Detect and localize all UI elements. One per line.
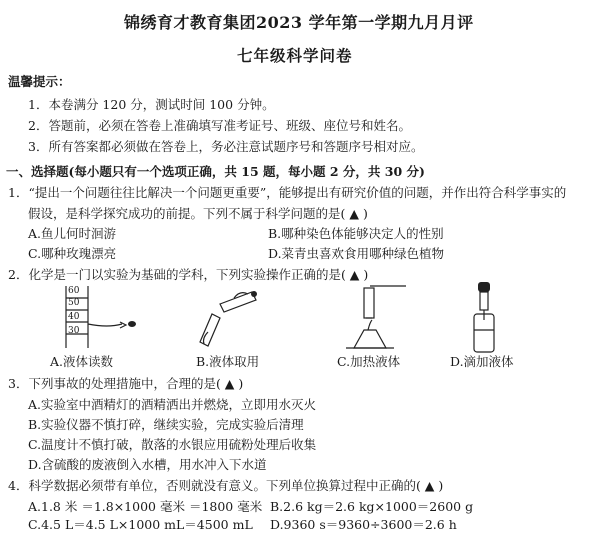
question-2-line-1: 2．化学是一门以实验为基础的学科，下列实验操作正确的是( ▲ ): [8, 267, 369, 282]
question-3-line-1: 3．下列事故的处理措施中，合理的是( ▲ ): [8, 376, 244, 391]
notice-item: 3．所有答案都必须做在答卷上，务必注意试题序号和答题序号相对应。: [28, 139, 424, 154]
notice-item: 2．答题前，必须在答卷上准确填写准考证号、班级、座位号和姓名。: [28, 118, 411, 133]
q4-option-c: C.4.5 L＝4.5 L×1000 mL＝4500 mL: [28, 517, 253, 532]
q3-option-c: C.温度计不慎打破，散落的水银应用硫粉处理后收集: [28, 437, 317, 452]
figure-dropping-liquid: [464, 280, 504, 354]
q3-option-a: A.实验室中酒精灯的酒精洒出并燃烧，立即用水灭火: [28, 397, 317, 412]
scale-label-50: 50: [68, 298, 80, 308]
figure-heating-liquid: [340, 282, 410, 352]
q1-option-d: D.菜青虫喜欢食用哪种绿色植物: [268, 246, 445, 261]
notice-item: 1．本卷满分 120 分，测试时间 100 分钟。: [28, 97, 275, 112]
exam-subtitle: 七年级科学问卷: [237, 46, 353, 65]
q1-option-b: B.哪种染色体能够决定人的性别: [268, 226, 444, 241]
q2-option-b: B.液体取用: [196, 354, 260, 369]
q3-option-b: B.实验仪器不慎打碎，继续实验，完成实验后清理: [28, 417, 304, 432]
scale-label-30: 30: [68, 326, 80, 336]
scale-label-60: 60: [68, 286, 80, 296]
q4-option-a: A.1.8 米 ＝1.8×1000 毫米 ＝1800 毫米: [28, 499, 263, 514]
q2-option-c: C.加热液体: [337, 354, 401, 369]
question-1-line-1: 1．“提出一个问题往往比解决一个问题更重要”，能够提出有研究价值的问题，并作出符合科学事实的: [8, 185, 567, 200]
question-4-line-1: 4．科学数据必须带有单位，否则就没有意义。下列单位换算过程中正确的( ▲ ): [8, 478, 444, 493]
figure-liquid-reading: [58, 284, 148, 350]
question-1-line-2: 假设，是科学探究成功的前提。下列不属于科学问题的是( ▲ ): [28, 206, 368, 221]
scale-label-40: 40: [68, 312, 80, 322]
q2-option-d: D.滴加液体: [450, 354, 514, 369]
q4-option-d: D.9360 s＝9360÷3600＝2.6 h: [270, 517, 457, 532]
q4-option-b: B.2.6 kg＝2.6 kg×1000＝2600 g: [270, 499, 474, 514]
section-heading: 一、选择题(每小题只有一个选项正确，共 15 题，每小题 2 分，共 30 分): [6, 164, 425, 179]
figure-liquid-pouring: [190, 284, 270, 350]
q2-option-a: A.液体读数: [50, 354, 114, 369]
notice-heading: 温馨提示：: [8, 74, 71, 89]
q1-option-a: A.鱼儿何时洄游: [28, 226, 117, 241]
q3-option-d: D.含硫酸的废液倒入水槽，用水冲入下水道: [28, 457, 267, 472]
exam-title: 锦绣育才教育集团2023 学年第一学期九月月评: [124, 13, 474, 32]
q1-option-c: C.哪种玫瑰漂亮: [28, 246, 117, 261]
